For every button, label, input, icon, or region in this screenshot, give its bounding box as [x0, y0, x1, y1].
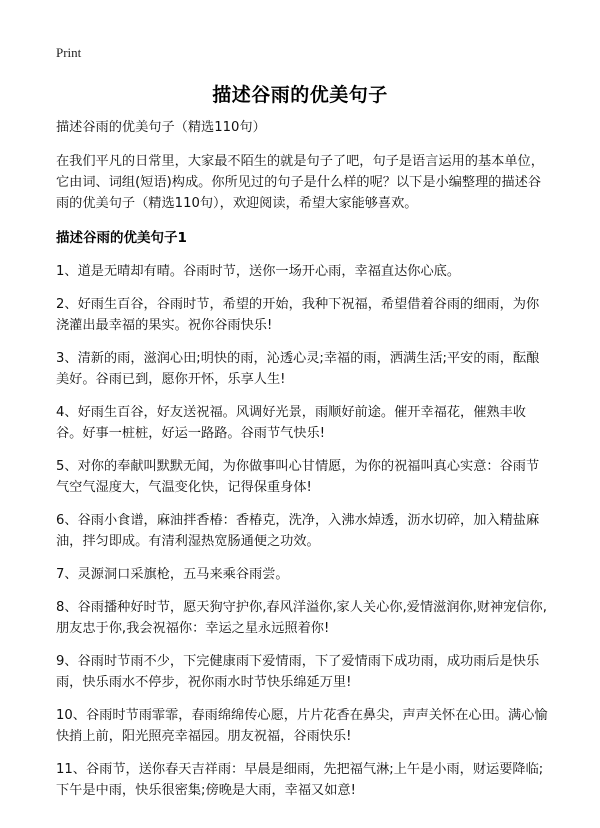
section-heading: 描述谷雨的优美句子1: [56, 230, 187, 246]
sentence-item: 11、谷雨节，送你春天吉祥雨：早晨是细雨，先把福气淋;上午是小雨，财运要降临;下午是中雨，快乐很密集;傍晚是大雨，幸福又如意!: [56, 762, 544, 798]
sentence-item: 2、好雨生百谷，谷雨时节，希望的开始，我种下祝福，希望借着谷雨的细雨，为你浇灌出最幸福的果实。祝你谷雨快乐!: [56, 297, 540, 333]
sentence-item: 8、谷雨播种好时节，愿天狗守护你,春风洋溢你,家人关心你,爱情滋润你,财神宠信你,朋友忠于你,我会祝福你：幸运之星永远照着你!: [56, 600, 547, 636]
print-link[interactable]: Print: [56, 45, 82, 60]
sentence-item: 5、对你的奉献叫默默无闻，为你做事叫心甘情愿，为你的祝福叫真心实意：谷雨节气空气湿度大，气温变化快，记得保重身体!: [56, 459, 540, 495]
sentence-item: 7、灵源洞口采旗枪，五马来乘谷雨尝。: [56, 567, 289, 582]
article-subtitle: 描述谷雨的优美句子（精选110句）: [56, 120, 266, 135]
page-title: 描述谷雨的优美句子: [212, 84, 388, 106]
sentence-item: 6、谷雨小食谱，麻油拌香椿：香椿克，洗净，入沸水焯透，沥水切碎，加入精盐麻油，拌匀即成。有清利湿热宽肠通便之功效。: [56, 513, 540, 549]
article-intro: 在我们平凡的日常里，大家最不陌生的就是句子了吧，句子是语言运用的基本单位，它由词、词组(短语)构成。你所见过的句子是什么样的呢？以下是小编整理的描述谷雨的优美句子（精选110句），欢迎阅读，希望大家能够喜欢。: [56, 154, 544, 211]
sentence-item: 4、好雨生百谷，好友送祝福。风调好光景，雨顺好前途。催开幸福花，催熟丰收谷。好事一桩桩，好运一路路。谷雨节气快乐!: [56, 405, 526, 441]
sentence-item: 9、谷雨时节雨不少，下完健康雨下爱情雨，下了爱情雨下成功雨，成功雨后是快乐雨，快乐雨水不停步，祝你雨水时节快乐绵延万里!: [56, 654, 540, 690]
article-body: [56, 117, 550, 813]
sentence-item: 10、谷雨时节雨霏霏，春雨绵绵传心愿，片片花香在鼻尖，声声关怀在心田。满心愉快捎上前，阳光照亮幸福园。朋友祝福，谷雨快乐!: [56, 708, 548, 744]
sentence-item: 1、道是无晴却有晴。谷雨时节，送你一场开心雨，幸福直达你心底。: [56, 264, 461, 279]
sentence-item: 3、清新的雨，滋润心田;明快的雨，沁透心灵;幸福的雨，洒满生活;平安的雨，酝酿美好。谷雨已到，愿你开怀，乐享人生!: [56, 351, 540, 387]
